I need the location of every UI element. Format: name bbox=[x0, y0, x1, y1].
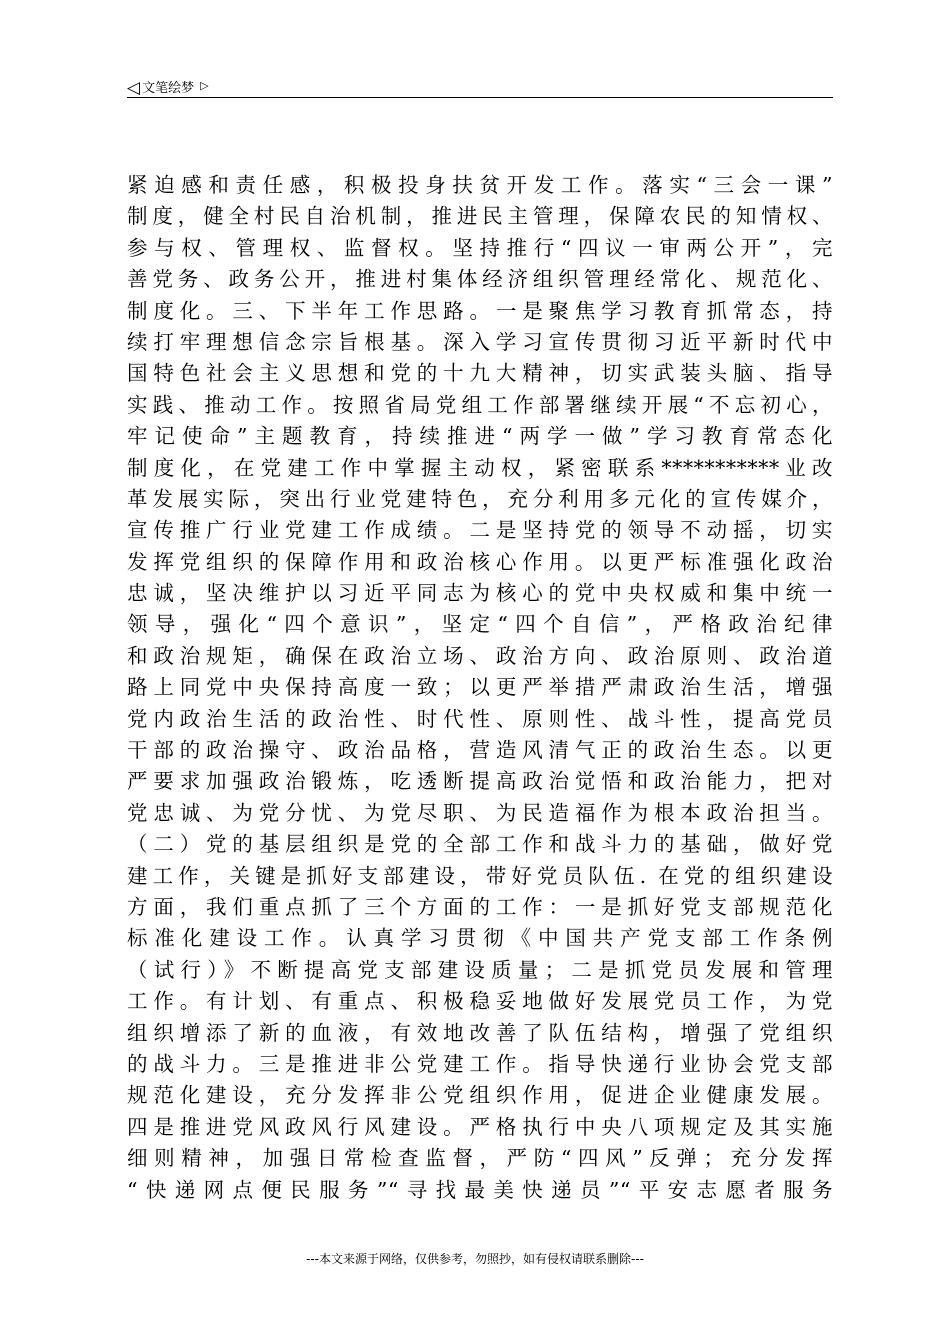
body-line: 干部的政治操守、政治品格，营造风清气正的政治生态。以更 bbox=[127, 738, 833, 763]
header-title: 文笔绘梦 bbox=[142, 81, 195, 96]
body-line: 方面，我们重点抓了三个方面的工作：一是抓好党支部规范化 bbox=[127, 894, 833, 919]
body-line: 忠诚，坚决维护以习近平同志为核心的党中央权威和集中统一 bbox=[127, 581, 833, 606]
body-line: 细则精神，加强日常检查监督，严防“四风”反弹；充分发挥 bbox=[127, 1146, 833, 1171]
body-line: 制度化。三、下半年工作思路。一是聚焦学习教育抓常态，持 bbox=[127, 298, 833, 323]
body-line: 制度，健全村民自治机制，推进民主管理，保障农民的知情权、 bbox=[127, 204, 833, 229]
triangle-left-icon: ◁ bbox=[127, 78, 141, 98]
body-line: 实践、推动工作。按照省局党组工作部署继续开展“不忘初心， bbox=[127, 392, 833, 417]
body-line: 续打牢理想信念宗旨根基。深入学习宣传贯彻习近平新时代中 bbox=[127, 329, 833, 354]
body-line: 路上同党中央保持高度一致；以更严举措严肃政治生活，增强 bbox=[127, 675, 833, 700]
body-line: 的战斗力。三是推进非公党建工作。指导快递行业协会党支部 bbox=[127, 1051, 833, 1076]
body-line: 参与权、管理权、监督权。坚持推行“四议一审两公开”，完 bbox=[127, 235, 833, 260]
body-line: 革发展实际，突出行业党建特色，充分利用多元化的宣传媒介， bbox=[127, 486, 833, 511]
body-line: 牢记使命”主题教育，持续推进“两学一做”学习教育常态化 bbox=[127, 424, 833, 449]
body-line: 国特色社会主义思想和党的十九大精神，切实武装头脑、指导 bbox=[127, 361, 833, 386]
body-line: 工作。有计划、有重点、积极稳妥地做好发展党员工作，为党 bbox=[127, 989, 833, 1014]
body-line: 领导，强化“四个意识”，坚定“四个自信”，严格政治纪律 bbox=[127, 612, 833, 637]
body-line: 发挥党组织的保障作用和政治核心作用。以更严标准强化政治 bbox=[127, 549, 833, 574]
body-line: “快递网点便民服务”“寻找最美快递员”“平安志愿者服务 bbox=[127, 1177, 833, 1202]
body-line: 标准化建设工作。认真学习贯彻《中国共产党支部工作条例 bbox=[127, 926, 833, 951]
body-line: 规范化建设，充分发挥非公党组织作用，促进企业健康发展。 bbox=[127, 1083, 833, 1108]
footer-notice: ---本文来源于网络，仅供参考，勿照抄，如有侵权请联系删除--- bbox=[306, 1252, 644, 1266]
document-body bbox=[127, 170, 833, 1206]
body-line: 宣传推广行业党建工作成绩。二是坚持党的领导不动摇，切实 bbox=[127, 518, 833, 543]
body-line: 紧迫感和责任感，积极投身扶贫开发工作。落实“三会一课” bbox=[127, 173, 833, 197]
body-line: （二）党的基层组织是党的全部工作和战斗力的基础，做好党 bbox=[127, 832, 833, 857]
body-line: 和政治规矩，确保在政治立场、政治方向、政治原则、政治道 bbox=[127, 643, 833, 668]
body-line: 党内政治生活的政治性、时代性、原则性、战斗性，提高党员 bbox=[127, 706, 833, 731]
triangle-right-icon: ▷ bbox=[200, 79, 209, 92]
body-line: 善党务、政务公开，推进村集体经济组织管理经常化、规范化、 bbox=[127, 267, 833, 292]
body-line: 建工作，关键是抓好支部建设，带好党员队伍. 在党的组织建设 bbox=[127, 863, 833, 888]
body-line: 制度化，在党建工作中掌握主动权，紧密联系***********业改 bbox=[127, 455, 833, 480]
body-line: 组织增添了新的血液，有效地改善了队伍结构，增强了党组织 bbox=[127, 1020, 833, 1045]
body-line: （试行）》不断提高党支部建设质量；二是抓党员发展和管理 bbox=[127, 957, 833, 982]
header-divider bbox=[127, 97, 833, 98]
body-line: 四是推进党风政风行风建设。严格执行中央八项规定及其实施 bbox=[127, 1114, 833, 1139]
body-line: 党忠诚、为党分忧、为党尽职、为民造福作为根本政治担当。 bbox=[127, 800, 833, 825]
body-line: 严要求加强政治锻炼，吃透断提高政治觉悟和政治能力，把对 bbox=[127, 769, 833, 794]
